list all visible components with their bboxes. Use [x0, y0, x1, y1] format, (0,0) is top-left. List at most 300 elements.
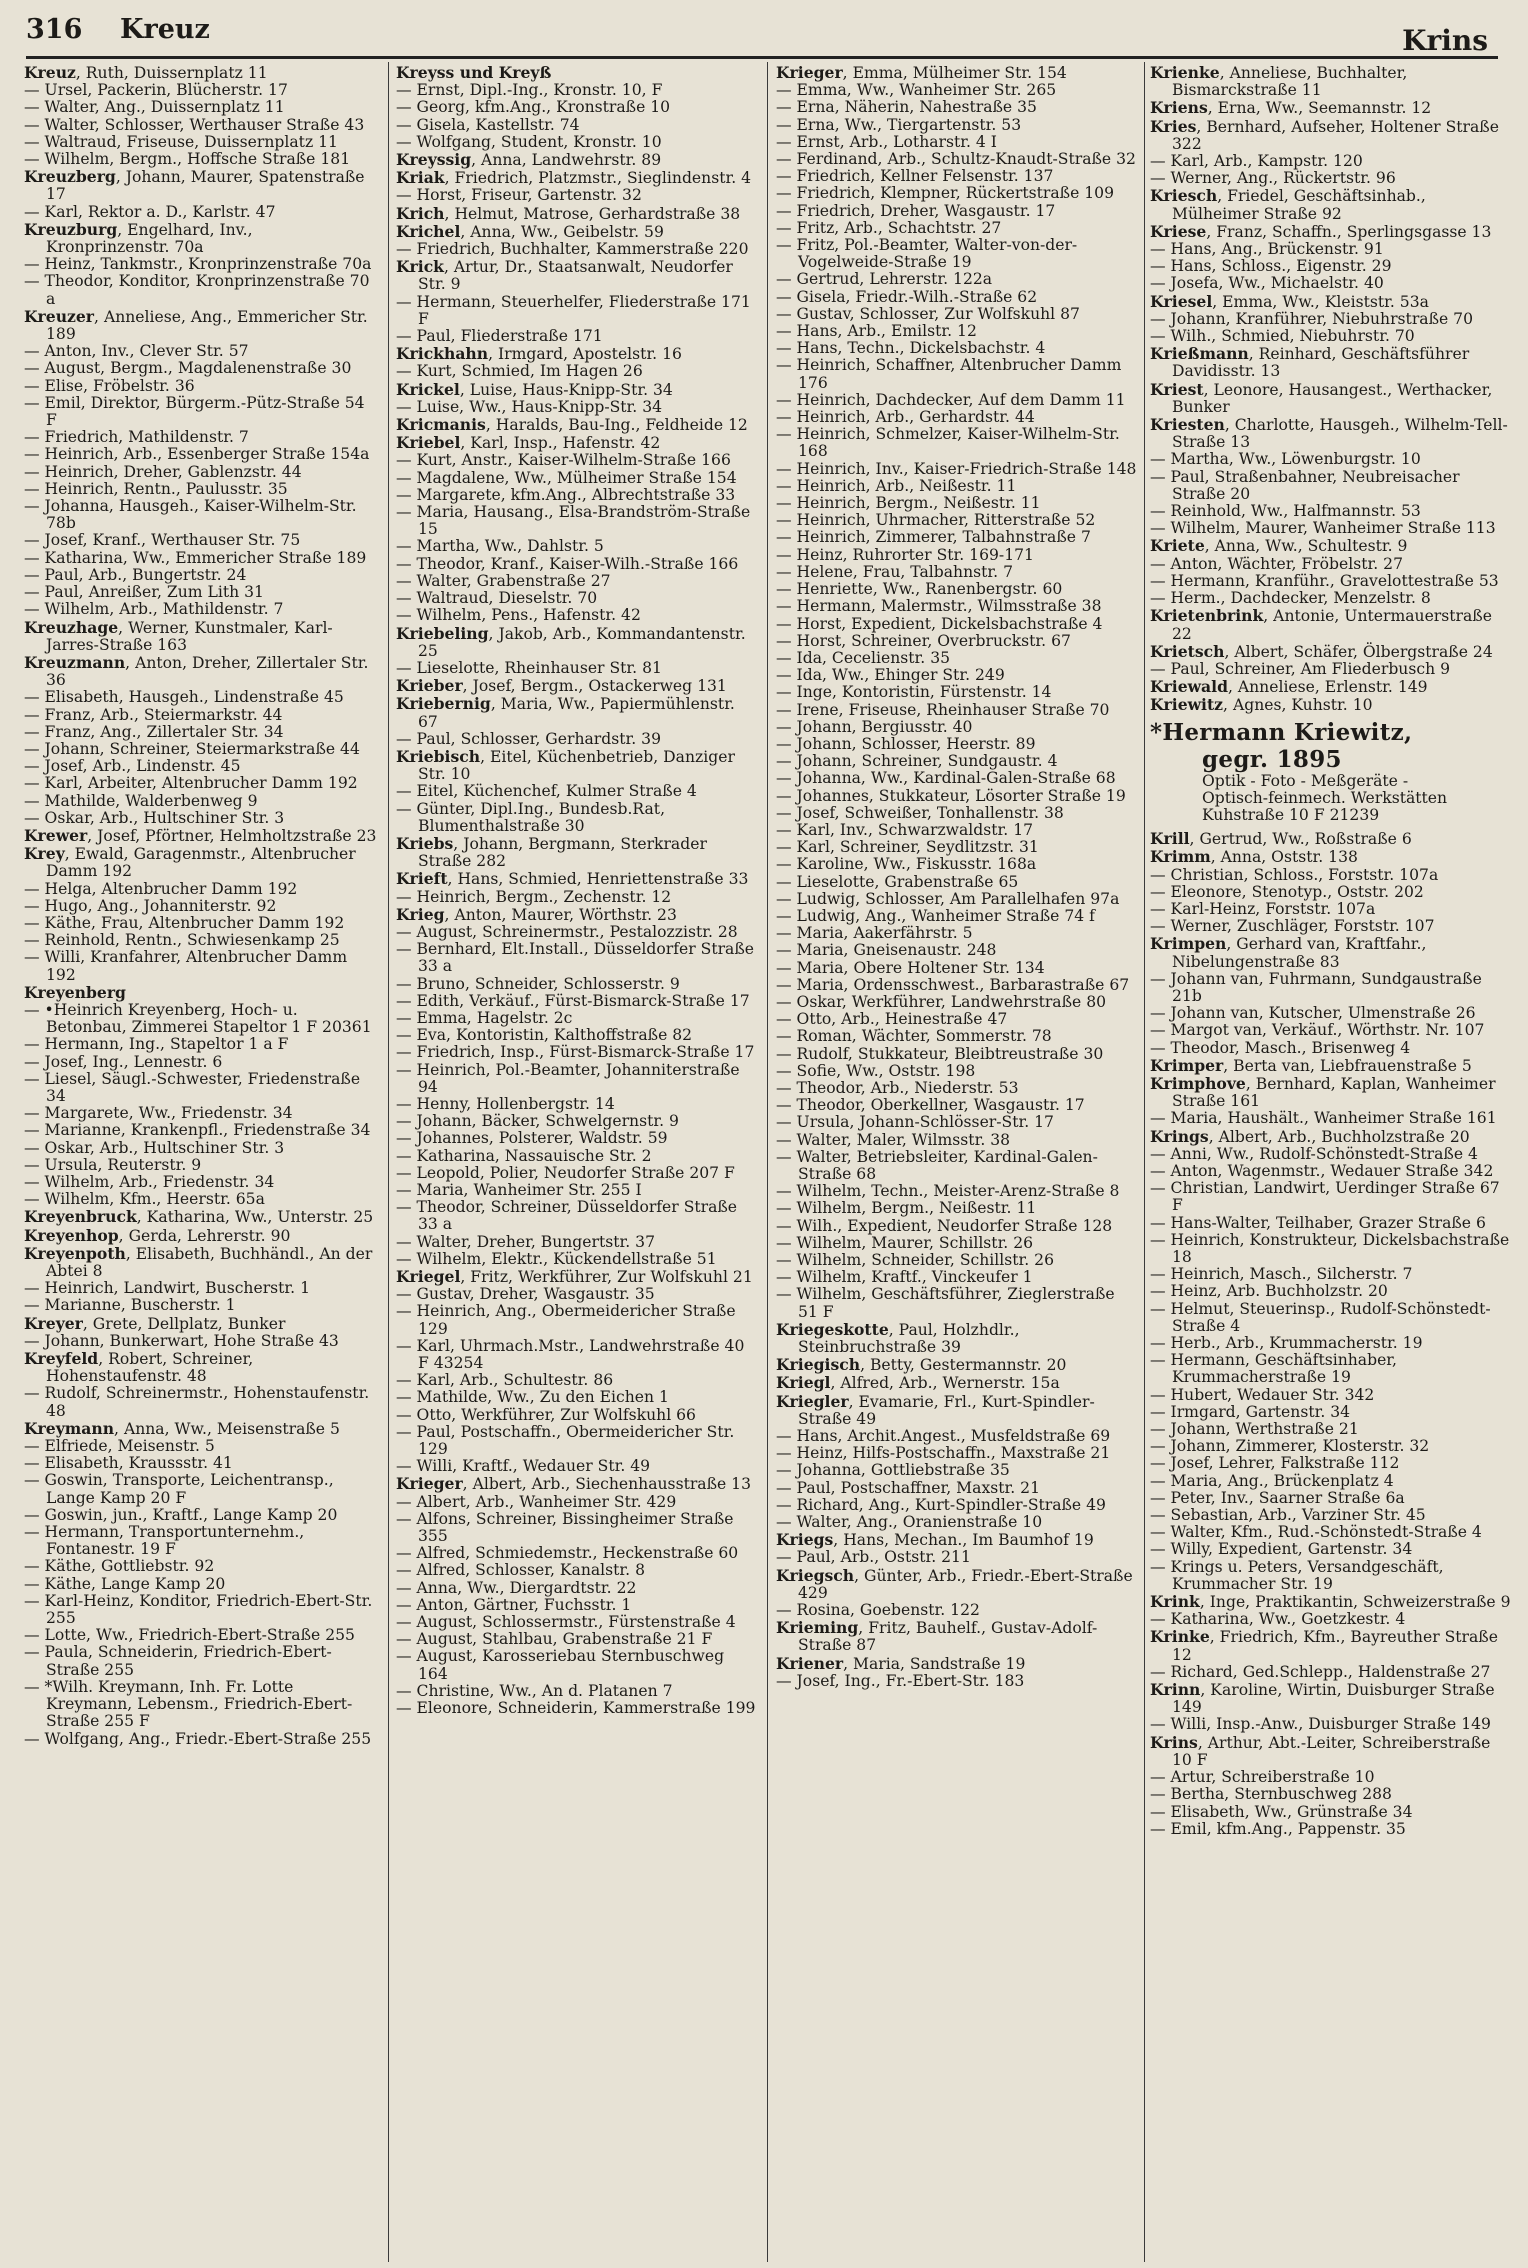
directory-entry: Kriebernig, Maria, Ww., Papiermühlenstr. 67 — [396, 694, 735, 731]
directory-entry: — Richard, Ang., Kurt-Spindler-Straße 49 — [776, 1495, 1106, 1514]
entry-surname: Kriesch — [1150, 186, 1218, 206]
directory-entry: — Johann van, Kutscher, Ulmenstraße 26 — [1150, 1004, 1476, 1023]
directory-entry: Kreuzhage, Werner, Kunstmaler, Karl-Jarres-Straße 163 — [24, 617, 333, 654]
entry-surname: Krieger — [396, 1474, 463, 1494]
directory-entry: — Willy, Expedient, Gartenstr. 34 — [1150, 1540, 1413, 1559]
directory-entry: — Karl, Arb., Kampstr. 120 — [1150, 152, 1363, 171]
directory-entry — [396, 64, 758, 82]
directory-entry: Krickel, Luise, Haus-Knipp-Str. 34 — [396, 379, 673, 399]
entry-surname: Kriegel — [396, 1267, 461, 1287]
directory-entry: — Wilhelm, Bergm., Hoffsche Straße 181 — [24, 150, 351, 169]
directory-entry: — Hans-Walter, Teilhaber, Grazer Straße 6 — [1150, 1213, 1486, 1232]
directory-column-1 — [24, 64, 380, 2260]
directory-entry: — August, Schlossermstr., Fürstenstraße 4 — [396, 1613, 736, 1632]
directory-entry: Krey, Ewald, Garagenmstr., Altenbrucher Damm 192 — [24, 844, 356, 881]
directory-entry: — Hermann, Malermstr., Wilmsstraße 38 — [776, 597, 1102, 616]
directory-entry: — Rudolf, Schreinermstr., Hohenstaufenstr. 48 — [24, 1384, 370, 1420]
directory-entry: — Alfred, Schmiedemstr., Heckenstraße 60 — [396, 1544, 739, 1563]
directory-entry: — Heinrich, Rentn., Paulusstr. 35 — [24, 479, 288, 498]
directory-entry: — Johanna, Hausgeh., Kaiser-Wilhelm-Str. 78b — [24, 497, 357, 533]
entry-surname: Kriesten — [1150, 415, 1225, 435]
ad-address: Kuhstraße 10 F 21239 — [1202, 805, 1380, 824]
directory-entry: Kriebs, Johann, Bergmann, Sterkrader Straße 282 — [396, 833, 707, 871]
directory-entry: — Herb., Arb., Krummacherstr. 19 — [1150, 1334, 1423, 1353]
directory-entry: — Willi, Kranfahrer, Altenbrucher Damm 192 — [24, 948, 348, 984]
directory-entry: Kriegl, Alfred, Arb., Wernerstr. 15a — [776, 1373, 1060, 1393]
directory-entry: Krietenbrink, Antonie, Untermauerstraße 22 — [1150, 606, 1492, 643]
directory-entry: — Eleonore, Stenotyp., Oststr. 202 — [1150, 882, 1424, 901]
directory-entry: — Heinrich, Bergm., Zechenstr. 12 — [396, 887, 672, 906]
directory-entry: — Herm., Dachdecker, Menzelstr. 8 — [1150, 589, 1431, 608]
directory-entry: — Hans, Techn., Dickelsbachstr. 4 — [776, 339, 1046, 358]
directory-entry: — Heinrich, Masch., Silcherstr. 7 — [1150, 1265, 1413, 1284]
entry-surname: Kriewitz — [1150, 695, 1224, 715]
directory-entry: — Gustav, Schlosser, Zur Wolfskuhl 87 — [776, 304, 1080, 323]
page-header — [26, 10, 1498, 56]
directory-entry: — Johannes, Polsterer, Waldstr. 59 — [396, 1129, 668, 1148]
directory-entry: — Friedrich, Insp., Fürst-Bismarck-Straße 17 — [396, 1043, 755, 1062]
entry-surname: Kriest — [1150, 379, 1204, 399]
directory-entry: — Elisabeth, Kraussstr. 41 — [24, 1454, 233, 1473]
directory-entry: Krimm, Anna, Oststr. 138 — [1150, 847, 1358, 867]
directory-entry: — Horst, Schreiner, Overbruckstr. 67 — [776, 631, 1071, 650]
entry-surname: Kriesel — [1150, 291, 1213, 311]
directory-entry: — August, Schreinermstr., Pestalozzistr. 28 — [396, 922, 738, 941]
entry-surname: Krieber — [396, 676, 463, 696]
directory-entry: — Johann, Bunkerwart, Hohe Straße 43 — [24, 1331, 339, 1350]
directory-entry: — Anton, Wächter, Fröbelstr. 27 — [1150, 554, 1403, 573]
entry-surname: Kriener — [776, 1653, 844, 1673]
directory-entry: — Hans, Schloss., Eigenstr. 29 — [1150, 257, 1392, 276]
entry-surname: Krimm — [1150, 847, 1211, 867]
directory-entry: — Wilhelm, Arb., Mathildenstr. 7 — [24, 600, 284, 619]
entry-surname: Krinn — [1150, 1680, 1201, 1700]
entry-surname: Krichel — [396, 221, 461, 241]
directory-column-4 — [1150, 64, 1512, 2260]
directory-entry: Krink, Inge, Praktikantin, Schweizerstraße 9 — [1150, 1592, 1511, 1612]
directory-entry: — Elisabeth, Ww., Grünstraße 34 — [1150, 1802, 1413, 1821]
directory-entry: — Walter, Grabenstraße 27 — [396, 571, 611, 590]
entry-surname: Kriebisch — [396, 746, 481, 766]
directory-entry: — Paul, Schlosser, Gerhardstr. 39 — [396, 729, 661, 748]
directory-entry: Kricmanis, Haralds, Bau-Ing., Feldheide 12 — [396, 415, 748, 435]
entry-surname: Kreyssig — [396, 150, 472, 170]
directory-entry: — Wilhelm, Techn., Meister-Arenz-Straße 8 — [776, 1182, 1120, 1201]
directory-entry: — Horst, Expedient, Dickelsbachstraße 4 — [776, 614, 1103, 633]
directory-entry: — Paul, Schreiner, Am Fliederbusch 9 — [1150, 659, 1451, 678]
directory-entry: Krings, Albert, Arb., Buchholzstraße 20 — [1150, 1126, 1470, 1146]
directory-entry: — Johann, Zimmerer, Klosterstr. 32 — [1150, 1437, 1430, 1456]
directory-entry: — Walter, Schlosser, Werthauser Straße 43 — [24, 115, 365, 134]
directory-entry: — Heinz, Arb. Buchholzstr. 20 — [1150, 1282, 1388, 1301]
directory-entry: — Reinhold, Ww., Halfmannstr. 53 — [1150, 502, 1421, 521]
directory-entry: — Josef, Kranf., Werthauser Str. 75 — [24, 531, 301, 550]
directory-entry: Kreuzberg, Johann, Maurer, Spatenstraße 17 — [24, 167, 365, 204]
directory-entry: — Anton, Inv., Clever Str. 57 — [24, 342, 249, 361]
directory-entry: — Heinrich, Schmelzer, Kaiser-Wilhelm-Str. 168 — [776, 425, 1120, 461]
entry-surname: Kreuz — [24, 64, 76, 82]
directory-entry: — Heinrich, Pol.-Beamter, Johanniterstraße 94 — [396, 1060, 740, 1096]
directory-entry: — Franz, Ang., Zillertaler Str. 34 — [24, 722, 284, 741]
directory-entry: — Paul, Postschaffn., Obermeidericher Str. 129 — [396, 1422, 735, 1459]
directory-entry: — Wilhelm, Kfm., Heerstr. 65a — [24, 1190, 265, 1209]
entry-surname: Krienke — [1150, 64, 1220, 82]
directory-entry: — Margot van, Verkäuf., Wörthstr. Nr. 107 — [1150, 1021, 1485, 1040]
directory-entry: — Luise, Ww., Haus-Knipp-Str. 34 — [396, 397, 663, 416]
directory-entry: Kreyssig, Anna, Landwehrstr. 89 — [396, 150, 662, 170]
header-last-entry: Krins — [1402, 24, 1488, 57]
directory-entry: — Horst, Friseur, Gartenstr. 32 — [396, 186, 642, 205]
entry-surname: Kreuzhage — [24, 617, 119, 637]
directory-entry: — Irmgard, Gartenstr. 34 — [1150, 1402, 1351, 1421]
entry-surname: Krimpen — [1150, 934, 1227, 954]
advertisement-kriewitz — [1150, 719, 1512, 825]
directory-entry: — Paula, Schneiderin, Friedrich-Ebert-Straße 255 — [24, 1643, 332, 1679]
directory-entry: — Heinrich, Uhrmacher, Ritterstraße 52 — [776, 511, 1096, 530]
directory-entry: — Christine, Ww., An d. Platanen 7 — [396, 1681, 673, 1700]
directory-entry: — Käthe, Lange Kamp 20 — [24, 1574, 226, 1593]
directory-entry: — Peter, Inv., Saarner Straße 6a — [1150, 1488, 1405, 1507]
directory-entry: Krill, Gertrud, Ww., Roßstraße 6 — [1150, 829, 1412, 849]
directory-entry: — Heinz, Hilfs-Postschaffn., Maxstraße 21 — [776, 1444, 1111, 1463]
directory-entry: — Theodor, Oberkellner, Wasgaustr. 17 — [776, 1096, 1085, 1115]
directory-entry: — Maria, Wanheimer Str. 255 I — [396, 1181, 642, 1199]
directory-entry: — Johanna, Ww., Kardinal-Galen-Straße 68 — [776, 769, 1116, 788]
directory-entry: — Walter, Dreher, Bungertstr. 37 — [396, 1232, 656, 1251]
directory-entry: — Goswin, jun., Kraftf., Lange Kamp 20 — [24, 1505, 338, 1524]
directory-entry: Kriens, Erna, Ww., Seemannstr. 12 — [1150, 98, 1432, 118]
directory-entry: — Hermann, Ing., Stapeltor 1 a F — [24, 1035, 289, 1054]
directory-entry: — Eitel, Küchenchef, Kulmer Straße 4 — [396, 782, 697, 801]
directory-entry: — Hermann, Steuerhelfer, Fliederstraße 171 F — [396, 292, 751, 328]
directory-entry: — Marianne, Krankenpfl., Friedenstraße 34 — [24, 1121, 371, 1140]
directory-entry: Kriak, Friedrich, Platzmstr., Sieglindenstr. 4 — [396, 168, 752, 188]
directory-entry: — Maria, Ang., Brückenplatz 4 — [1150, 1471, 1394, 1490]
directory-entry: — Henny, Hollenbergstr. 14 — [396, 1094, 615, 1113]
directory-entry: — Christian, Landwirt, Uerdinger Straße 67 F — [1150, 1179, 1500, 1215]
directory-entry: — Karl, Arb., Schultestr. 86 — [396, 1371, 614, 1390]
directory-entry: — Maria, Haushält., Wanheimer Straße 161 — [1150, 1109, 1497, 1128]
directory-entry: Kriest, Leonore, Hausangest., Werthacker, Bunker — [1150, 379, 1493, 416]
directory-entry: — •Heinrich Kreyenberg, Hoch- u. Betonbau, Zimmerei Stapeltor 1 F 20361 — [24, 1000, 372, 1037]
directory-entry: — Helene, Frau, Talbahnstr. 7 — [776, 562, 1013, 581]
directory-entry: — Elisabeth, Hausgeh., Lindenstraße 45 — [24, 688, 344, 707]
directory-entry: — Heinrich, Arb., Neißestr. 11 — [776, 476, 1017, 495]
directory-entry: — Martha, Ww., Löwenburgstr. 10 — [1150, 450, 1421, 469]
directory-entry: — Hubert, Wedauer Str. 342 — [1150, 1385, 1375, 1404]
directory-entry: Krinn, Karoline, Wirtin, Duisburger Straße 149 — [1150, 1680, 1495, 1717]
entry-surname: Krink — [1150, 1592, 1200, 1612]
entry-surname: Kriebs — [396, 833, 454, 853]
directory-entry: — Walter, Ang., Duissernplatz 11 — [24, 98, 285, 117]
directory-entry: — Gisela, Kastellstr. 74 — [396, 115, 580, 134]
directory-entry: — Waltraud, Dieselstr. 70 — [396, 589, 598, 608]
directory-entry: — Roman, Wächter, Sommerstr. 78 — [776, 1027, 1052, 1046]
entry-surname: Kreyenhop — [24, 1225, 119, 1245]
directory-entry: — Rudolf, Stukkateur, Bleibtreustraße 30 — [776, 1044, 1104, 1063]
directory-entry: — Oskar, Werkführer, Landwehrstraße 80 — [776, 992, 1107, 1011]
directory-entry: — Anton, Wagenmstr., Wedauer Straße 342 — [1150, 1161, 1494, 1180]
directory-entry: — Gisela, Friedr.-Wilh.-Straße 62 — [776, 287, 1038, 306]
entry-surname: Kriegsch — [776, 1565, 855, 1585]
directory-entry: — Mathilde, Ww., Zu den Eichen 1 — [396, 1388, 669, 1407]
entry-surname: Kriebeling — [396, 623, 489, 643]
directory-entry: — Johann, Schlosser, Heerstr. 89 — [776, 734, 1036, 753]
directory-entry: Kreuzer, Anneliese, Ang., Emmericher Str. 189 — [24, 306, 368, 344]
entry-surname: Krieft — [396, 869, 448, 889]
directory-entry: — Paul, Straßenbahner, Neubreisacher Straße 20 — [1150, 467, 1460, 503]
directory-entry: Kreuzmann, Anton, Dreher, Zillertaler Str. 36 — [24, 652, 369, 690]
entry-surname: Krimphove — [1150, 1073, 1246, 1093]
directory-entry: — August, Stahlbau, Grabenstraße 21 F — [396, 1630, 713, 1649]
directory-entry: — Liesel, Säugl.-Schwester, Friedenstraße 34 — [24, 1069, 361, 1105]
directory-entry: Kriegeskotte, Paul, Holzhdlr., Steinbruchstraße 39 — [776, 1319, 1020, 1357]
directory-entry: — Karl, Arbeiter, Altenbrucher Damm 192 — [24, 774, 358, 793]
entry-surname: Krey — [24, 844, 65, 864]
directory-entry: — Karl, Schreiner, Seydlitzstr. 31 — [776, 838, 1039, 857]
directory-entry: — Paul, Fliederstraße 171 — [396, 327, 603, 346]
directory-entry: — Wilhelm, Elektr., Kückendellstraße 51 — [396, 1249, 717, 1268]
directory-entry: — Hans, Archit.Angest., Musfeldstraße 69 — [776, 1427, 1111, 1446]
directory-entry: Krieg, Anton, Maurer, Wörthstr. 23 — [396, 904, 677, 924]
entry-surname: Kriens — [1150, 98, 1208, 118]
directory-entry: Krich, Helmut, Matrose, Gerhardstraße 38 — [396, 203, 741, 223]
directory-entry: — Margarete, kfm.Ang., Albrechtstraße 33 — [396, 485, 736, 504]
directory-entry: — Elfriede, Meisenstr. 5 — [24, 1437, 215, 1456]
directory-entry: Kriegisch, Betty, Gestermannstr. 20 — [776, 1355, 1067, 1375]
entry-surname: Kriegisch — [776, 1355, 861, 1375]
directory-entry: — Theodor, Konditor, Kronprinzenstraße 70 a — [24, 272, 370, 308]
directory-entry: Kriewitz, Agnes, Kuhstr. 10 — [1150, 695, 1373, 715]
ad-founded: gegr. 1895 — [1202, 745, 1342, 773]
directory-entry: Kreyenhop, Gerda, Lehrerstr. 90 — [24, 1225, 291, 1245]
directory-entry: Kreuz, Ruth, Duissernplatz 11 — [24, 64, 268, 82]
directory-entry: — Karl-Heinz, Konditor, Friedrich-Ebert-Str. 255 — [24, 1591, 373, 1628]
directory-entry: — Friedrich, Dreher, Wasgaustr. 17 — [776, 201, 1056, 220]
directory-entry: — Willi, Kraftf., Wedauer Str. 49 — [396, 1457, 651, 1476]
entry-surname: Krickel — [396, 379, 460, 399]
directory-entry: — *Wilh. Kreymann, Inh. Fr. Lotte Kreymann, Lebensm., Friedrich-Ebert-Straße 255 F — [24, 1677, 353, 1731]
directory-entry: — Johann, Bäcker, Schwelgernstr. 9 — [396, 1112, 679, 1131]
directory-entry: Kries, Bernhard, Aufseher, Holtener Straße 322 — [1150, 116, 1499, 153]
directory-column-3 — [776, 64, 1138, 2260]
directory-entry: — Heinrich, Schaffner, Altenbrucher Damm 176 — [776, 356, 1122, 392]
directory-entry: — Otto, Arb., Heinestraße 47 — [776, 1010, 1008, 1029]
directory-entry: — Martha, Ww., Dahlstr. 5 — [396, 537, 604, 556]
entry-surname: Kriegeskotte — [776, 1319, 889, 1339]
directory-entry: — Josef, Lehrer, Falkstraße 112 — [1150, 1454, 1400, 1473]
directory-entry: — Johanna, Gottliebstraße 35 — [776, 1461, 1010, 1480]
directory-entry: — Sebastian, Arb., Varziner Str. 45 — [1150, 1506, 1426, 1525]
directory-entry: — Karoline, Ww., Fiskusstr. 168a — [776, 855, 1037, 874]
ad-workshop: Optisch-feinmech. Werkstätten — [1202, 788, 1448, 807]
directory-entry: — Reinhold, Rentn., Schwiesenkamp 25 — [24, 931, 340, 950]
directory-entry: — Johannes, Stukkateur, Lösorter Straße 19 — [776, 786, 1126, 805]
entry-surname: Kriegler — [776, 1391, 849, 1411]
entry-surname: Kreuzburg — [24, 219, 118, 239]
directory-entry: — Theodor, Masch., Brisenweg 4 — [1150, 1038, 1411, 1057]
directory-entry: — Heinrich, Arb., Essenberger Straße 154a — [24, 445, 370, 464]
directory-entry: — Fritz, Pol.-Beamter, Walter-von-der-Vogelweide-Straße 19 — [776, 236, 1078, 272]
page-number: 316 — [26, 14, 83, 45]
directory-entry: — Magdalene, Ww., Mülheimer Straße 154 — [396, 468, 737, 487]
entry-surname: Kriewald — [1150, 677, 1228, 697]
directory-entry: — Wolfgang, Ang., Friedr.-Ebert-Straße 255 — [24, 1729, 372, 1748]
directory-entry: — Friedrich, Mathildenstr. 7 — [24, 428, 249, 447]
directory-entry: — Heinrich, Konstrukteur, Dickelsbachstraße 18 — [1150, 1230, 1510, 1266]
directory-entry: — Franz, Arb., Steiermarkstr. 44 — [24, 705, 283, 724]
directory-entry: — Theodor, Kranf., Kaiser-Wilh.-Straße 166 — [396, 554, 739, 573]
directory-entry: — Hermann, Kranführ., Gravelottestraße 53 — [1150, 571, 1499, 590]
entry-surname: Kriete — [1150, 536, 1205, 556]
entry-surname: Kriegl — [776, 1373, 831, 1393]
directory-column-2 — [396, 64, 758, 2260]
directory-entry: — Wilhelm, Kraftf., Vinckeufer 1 — [776, 1268, 1033, 1287]
entry-surname: Kriak — [396, 168, 445, 188]
directory-entry: — Friedrich, Klempner, Rückertstraße 109 — [776, 184, 1115, 203]
directory-entry: — Rosina, Goebenstr. 122 — [776, 1601, 980, 1620]
directory-entry: — Walter, Maler, Wilmsstr. 38 — [776, 1130, 1011, 1149]
directory-entry: — Josef, Ing., Fr.-Ebert-Str. 183 — [776, 1671, 1025, 1690]
directory-entry: Krimphove, Bernhard, Kaplan, Wanheimer Straße 161 — [1150, 1073, 1496, 1111]
directory-entry: — Walter, Kfm., Rud.-Schönstedt-Straße 4 — [1150, 1523, 1482, 1542]
directory-entry: — Theodor, Schreiner, Düsseldorfer Straße 33 a — [396, 1198, 738, 1234]
directory-entry: — Josefa, Ww., Michaelstr. 40 — [1150, 274, 1384, 293]
directory-entry: Kriesten, Charlotte, Hausgeh., Wilhelm-Tell-Straße 13 — [1150, 415, 1508, 452]
directory-entry: — Wilhelm, Maurer, Wanheimer Straße 113 — [1150, 519, 1496, 538]
entry-surname: Kreyenbruck — [24, 1207, 137, 1227]
directory-entry: — Lieselotte, Grabenstraße 65 — [776, 872, 1019, 891]
directory-entry: — Gustav, Dreher, Wasgaustr. 35 — [396, 1285, 655, 1304]
directory-entry: — Heinrich, Arb., Gerhardstr. 44 — [776, 408, 1035, 427]
directory-entry: Krichel, Anna, Ww., Geibelstr. 59 — [396, 221, 664, 241]
directory-entry: — Heinrich, Dachdecker, Auf dem Damm 11 — [776, 390, 1126, 409]
directory-entry: Kreyfeld, Robert, Schreiner, Hohenstaufenstr. 48 — [24, 1349, 254, 1386]
directory-entry: — Georg, kfm.Ang., Kronstraße 10 — [396, 98, 671, 117]
directory-entry: — Sofie, Ww., Oststr. 198 — [776, 1061, 976, 1080]
entry-surname: Krins — [1150, 1732, 1198, 1752]
directory-entry: Krieger, Emma, Mülheimer Str. 154 — [776, 64, 1067, 82]
entry-surname: Krieming — [776, 1618, 859, 1638]
entry-surname: Krinke — [1150, 1627, 1210, 1647]
directory-entry: Krick, Artur, Dr., Staatsanwalt, Neudorfer Str. 9 — [396, 257, 733, 294]
directory-entry: Krieber, Josef, Bergm., Ostackerweg 131 — [396, 676, 727, 696]
directory-entry: — Hans, Ang., Brückenstr. 91 — [1150, 240, 1384, 259]
directory-entry: — Karl, Rektor a. D., Karlstr. 47 — [24, 202, 276, 221]
entry-surname: Kricmanis — [396, 415, 486, 435]
directory-entry: — Werner, Zuschläger, Forststr. 107 — [1150, 917, 1435, 936]
directory-entry: — Gertrud, Lehrerstr. 122a — [776, 270, 993, 289]
directory-entry: — Maria, Ordensschwest., Barbarastraße 67 — [776, 975, 1130, 994]
directory-entry: Kriebisch, Eitel, Küchenbetrieb, Danziger Str. 10 — [396, 746, 735, 784]
directory-entry: Kreyenpoth, Elisabeth, Buchhändl., An der Abtei 8 — [24, 1243, 373, 1281]
directory-entry: — Walter, Betriebsleiter, Kardinal-Galen-Straße 68 — [776, 1147, 1098, 1183]
directory-entry: — Maria, Hausang., Elsa-Brandström-Straße 15 — [396, 503, 751, 539]
directory-entry: Kriete, Anna, Ww., Schultestr. 9 — [1150, 536, 1408, 556]
directory-entry: Krinke, Friedrich, Kfm., Bayreuther Straße 12 — [1150, 1627, 1498, 1664]
entry-surname: Kriebernig — [396, 694, 491, 714]
directory-entry: — Emil, Direktor, Bürgerm.-Pütz-Straße 54 F — [24, 393, 365, 430]
entry-surname: Krewer — [24, 825, 88, 845]
directory-entry: — Johann, Schreiner, Sundgaustr. 4 — [776, 752, 1058, 771]
directory-entry: — Goswin, Transporte, Leichentransp., Lange Kamp 20 F — [24, 1471, 334, 1507]
directory-entry: Kriewald, Anneliese, Erlenstr. 149 — [1150, 677, 1428, 697]
directory-entry: — Henriette, Ww., Ranenbergstr. 60 — [776, 580, 1063, 599]
directory-entry: — Friedrich, Kellner Felsenstr. 137 — [776, 167, 1054, 186]
directory-entry: — Käthe, Frau, Altenbrucher Damm 192 — [24, 913, 345, 932]
directory-entry: — Helmut, Steuerinsp., Rudolf-Schönstedt-Straße 4 — [1150, 1299, 1491, 1335]
directory-entry: — Eva, Kontoristin, Kalthoffstraße 82 — [396, 1026, 693, 1045]
directory-entry: — Lotte, Ww., Friedrich-Ebert-Straße 255 — [24, 1626, 355, 1645]
entry-surname: Krietenbrink — [1150, 606, 1264, 626]
directory-entry: — Paul, Arb., Oststr. 211 — [776, 1548, 971, 1567]
directory-entry: — Wilhelm, Pens., Hafenstr. 42 — [396, 606, 641, 625]
directory-entry: — Ernst, Dipl.-Ing., Kronstr. 10, F — [396, 81, 663, 100]
directory-entry: — Emil, kfm.Ang., Pappenstr. 35 — [1150, 1819, 1406, 1838]
directory-entry: — Katharina, Ww., Emmericher Straße 189 — [24, 548, 367, 567]
directory-entry: — Otto, Werkführer, Zur Wolfskuhl 66 — [396, 1405, 696, 1424]
directory-entry: — Hugo, Ang., Johanniterstr. 92 — [24, 896, 277, 915]
directory-entry: Krießmann, Reinhard, Geschäftsführer Davidisstr. 13 — [1150, 344, 1470, 381]
directory-entry: — Ludwig, Ang., Wanheimer Straße 74 f — [776, 906, 1095, 925]
directory-entry: — Bruno, Schneider, Schlosserstr. 9 — [396, 974, 680, 993]
entry-surname: Krieger — [776, 64, 843, 82]
directory-entry: — Johann, Schreiner, Steiermarkstraße 44 — [24, 739, 360, 758]
directory-entry: Kriegsch, Günter, Arb., Friedr.-Ebert-Straße 429 — [776, 1565, 1133, 1602]
directory-entry: — Kurt, Anstr., Kaiser-Wilhelm-Straße 166 — [396, 451, 731, 470]
directory-entry: — Alfred, Schlosser, Kanalstr. 8 — [396, 1561, 645, 1580]
directory-entry: Kriener, Maria, Sandstraße 19 — [776, 1653, 1026, 1673]
directory-entry: Krieming, Fritz, Bauhelf., Gustav-Adolf-Straße 87 — [776, 1618, 1098, 1655]
directory-entry: — Wilhelm, Arb., Friedenstr. 34 — [24, 1173, 275, 1191]
directory-entry: — Heinz, Ruhrorter Str. 169-171 — [776, 545, 1034, 564]
directory-entry: — Wilhelm, Maurer, Schillstr. 26 — [776, 1233, 1034, 1252]
directory-entry: — Heinrich, Landwirt, Buscherstr. 1 — [24, 1279, 310, 1298]
directory-entry: Kriebel, Karl, Insp., Hafenstr. 42 — [396, 433, 661, 453]
entry-surname: Kreyss und Kreyß — [396, 64, 552, 82]
directory-entry: — Karl, Uhrmach.Mstr., Landwehrstraße 40 F 43254 — [396, 1336, 745, 1373]
directory-entry: — Josef, Schweißer, Tonhallenstr. 38 — [776, 803, 1064, 822]
directory-entry: Kreyer, Grete, Dellplatz, Bunker — [24, 1313, 286, 1333]
entry-surname: Kreuzberg — [24, 167, 116, 187]
directory-entry: — Artur, Schreiberstraße 10 — [1150, 1768, 1375, 1787]
entry-surname: Kreyenpoth — [24, 1243, 126, 1263]
directory-entry: Kriegler, Evamarie, Frl., Kurt-Spindler-Straße 49 — [776, 1391, 1095, 1428]
directory-entry: — Heinrich, Ang., Obermeidericher Straße 129 — [396, 1302, 736, 1338]
directory-entry: — Karl-Heinz, Forststr. 107a — [1150, 899, 1376, 918]
directory-entry: — Paul, Arb., Bungertstr. 24 — [24, 565, 247, 584]
directory-entry: — Hermann, Transportunternehm., Fontanestr. 19 F — [24, 1523, 305, 1559]
directory-entry: Krietsch, Albert, Schäfer, Ölbergstraße 24 — [1150, 641, 1493, 661]
directory-entry: — Heinrich, Bergm., Neißestr. 11 — [776, 494, 1041, 513]
directory-entry: — Ursula, Johann-Schlösser-Str. 17 — [776, 1113, 1054, 1132]
directory-entry: — Albert, Arb., Wanheimer Str. 429 — [396, 1492, 677, 1511]
directory-entry: Krienke, Anneliese, Buchhalter, Bismarckstraße 11 — [1150, 64, 1408, 100]
directory-entry: — Irene, Friseuse, Rheinhauser Straße 70 — [776, 700, 1110, 719]
directory-entry: — Werner, Ang., Rückertstr. 96 — [1150, 169, 1396, 188]
directory-entry: Kriegel, Fritz, Werkführer, Zur Wolfskuhl 21 — [396, 1267, 753, 1287]
directory-entry: — Leopold, Polier, Neudorfer Straße 207 F — [396, 1163, 735, 1182]
directory-entry: — Heinz, Tankmstr., Kronprinzenstraße 70a — [24, 255, 372, 274]
directory-entry: — Wilh., Expedient, Neudorfer Straße 128 — [776, 1216, 1113, 1235]
directory-entry: — Johann, Bergiusstr. 40 — [776, 717, 973, 736]
directory-entry: — Katharina, Ww., Goetzkestr. 4 — [1150, 1610, 1406, 1629]
directory-entry: — Helga, Altenbrucher Damm 192 — [24, 879, 298, 898]
entry-surname: Krieg — [396, 904, 445, 924]
entry-surname: Kreuzer — [24, 306, 95, 326]
directory-entry: — Friedrich, Buchhalter, Kammerstraße 220 — [396, 240, 749, 259]
entry-surname: Kriese — [1150, 221, 1207, 241]
